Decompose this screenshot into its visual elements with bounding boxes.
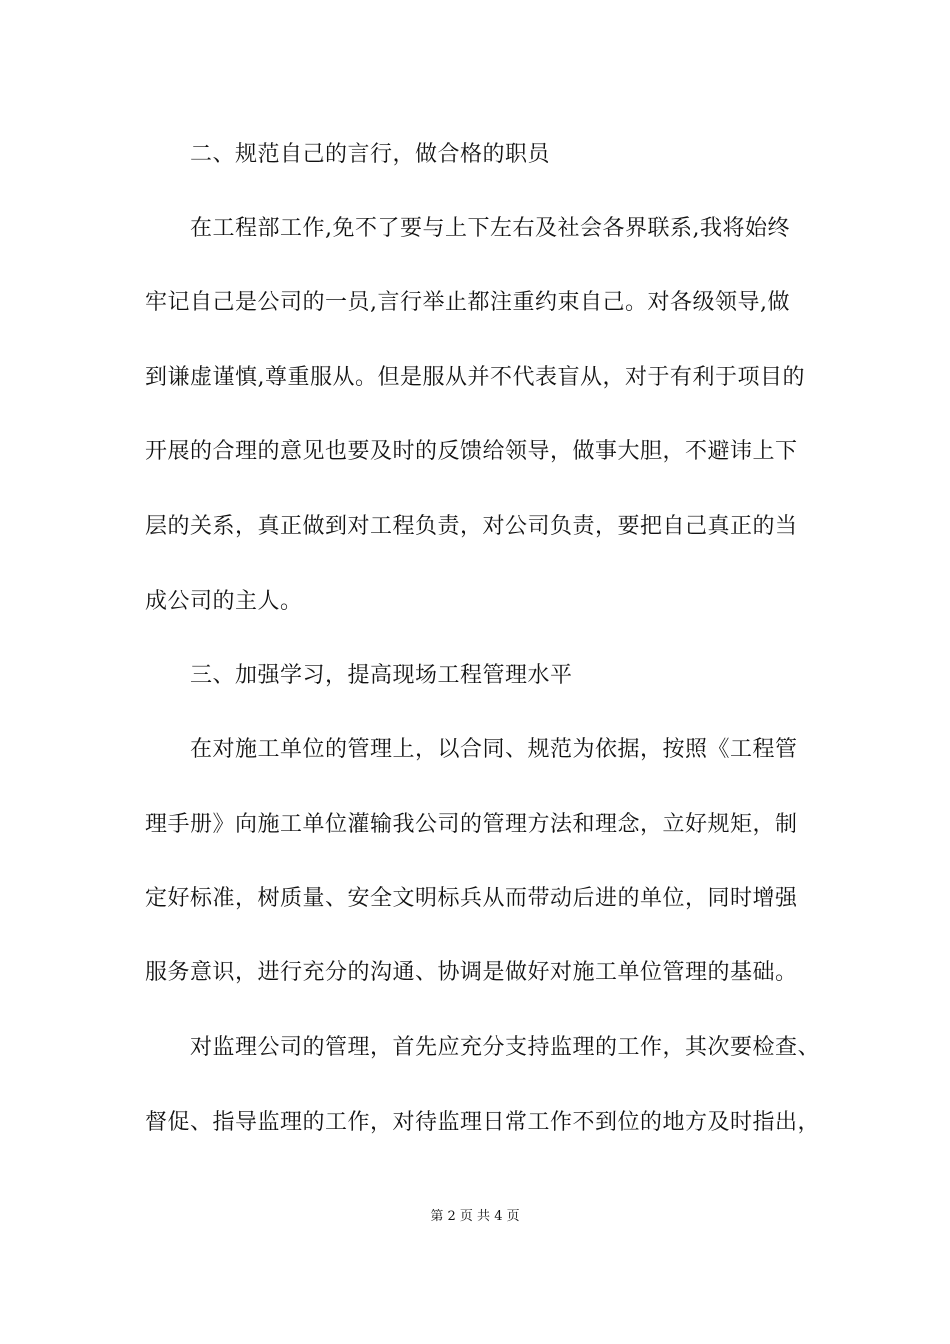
paragraph-line: 对监理公司的管理，首先应充分支持监理的工作，其次要检查、 <box>190 1035 821 1060</box>
paragraph-line: 牢记自己是公司的一员,言行举止都注重约束自己。对各级领导,做 <box>145 290 790 315</box>
paragraph-line: 在对施工单位的管理上，以合同、规范为依据，按照《工程管 <box>190 737 798 762</box>
paragraph-line: 层的关系，真正做到对工程负责，对公司负责，要把自己真正的当 <box>145 514 798 539</box>
paragraph-line: 服务意识，进行充分的沟通、协调是做好对施工单位管理的基础。 <box>145 960 798 985</box>
section-heading-2: 二、规范自己的言行，做合格的职员 <box>190 142 551 167</box>
paragraph-line: 定好标准，树质量、安全文明标兵从而带动后进的单位，同时增强 <box>145 886 798 911</box>
section-heading-3: 三、加强学习，提高现场工程管理水平 <box>190 663 573 688</box>
paragraph-line: 在工程部工作,免不了要与上下左右及社会各界联系,我将始终 <box>190 216 790 241</box>
paragraph-line: 开展的合理的意见也要及时的反馈给领导，做事大胆，不避讳上下 <box>145 439 798 464</box>
page-number: 第 2 页 共 4 页 <box>430 1209 520 1224</box>
paragraph-line: 理手册》向施工单位灌输我公司的管理方法和理念，立好规矩，制 <box>145 812 798 837</box>
paragraph-line: 到谦虚谨慎,尊重服从。但是服从并不代表盲从，对于有利于项目的 <box>145 365 805 390</box>
paragraph-line: 成公司的主人。 <box>145 589 303 614</box>
paragraph-line: 督促、指导监理的工作，对待监理日常工作不到位的地方及时指出， <box>145 1110 821 1135</box>
